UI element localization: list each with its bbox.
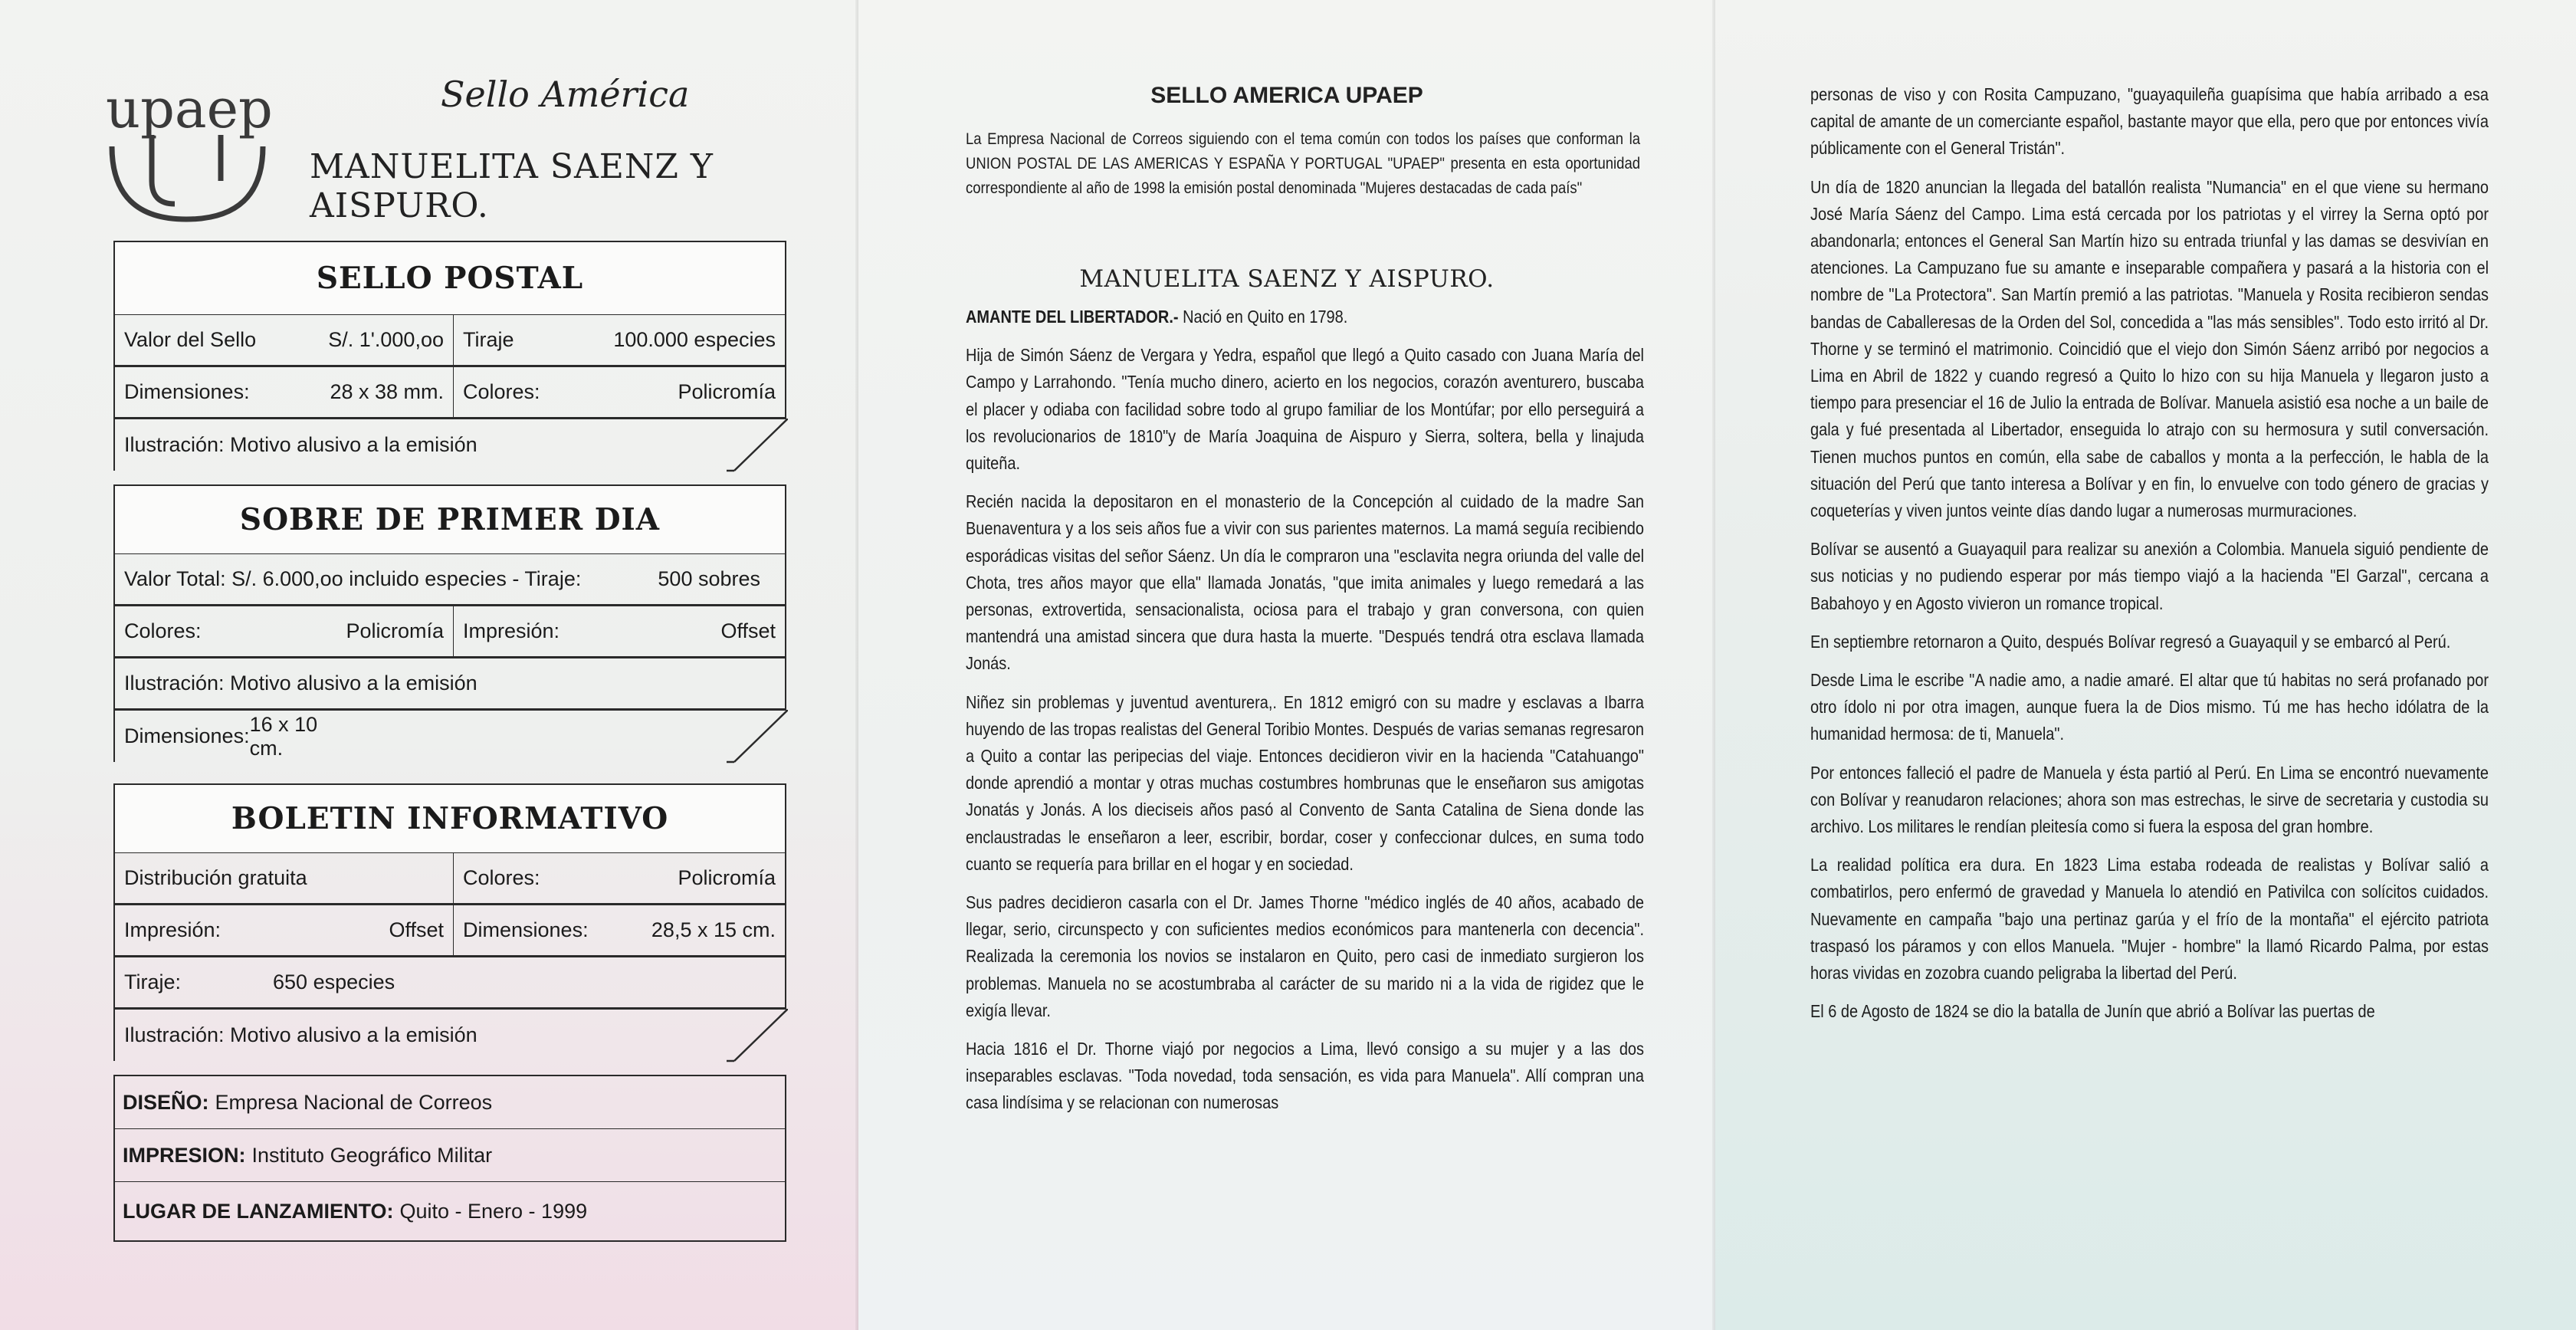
diseno-label: DISEÑO: [123,1090,209,1114]
lugar-label: LUGAR DE LANZAMIENTO: [123,1199,394,1223]
boletin-impresion-label: Impresión: [124,918,222,941]
lugar-value: Quito - Enero - 1999 [399,1199,588,1223]
paragraph: Por entonces falleció el padre de Manuela y ésta partió al Perú. En Lima se encontró nuevamente con Bolívar y reanudaron relaciones; ahora son mas estrechas, le sirve de secretaria y custodia su archivo. Los militares le rendían pleitesía como si fuera la esposa del gran hombre. [1810,762,2489,837]
paragraph: Sus padres decidieron casarla con el Dr. James Thorne "médico inglés de 40 años, acabado de llegar, serio, circunspecto y con suficientes medios económicos para mantenerla con decencia". Realizada la ceremonia los novios se instalaron en Quito, pero casi de inmediato surgieron los problemas. Manuela no se acostumbraba al carácter de su marido ni a la vida de rigidez que le exigía llevar. [966,892,1644,1020]
right-panel-biography [1715,0,2576,1330]
sobre-impresion-value: Offset [720,619,776,642]
credits-box [113,1075,786,1242]
sobre-dimensiones-label: Dimensiones: [124,724,250,747]
sello-valor-row [113,314,786,366]
article-subtitle: MANUELITA SAENZ Y AISPURO. [1079,265,1495,293]
middle-panel-biography [858,0,1715,1330]
logo-wordmark: upaep [106,77,273,140]
boletin-informativo-box [113,783,786,1061]
intro-paragraph [966,127,1640,201]
intro-text: La Empresa Nacional de Correos siguiendo con el tema común con todos los países que conforman la UNION POSTAL DE LAS AMERICAS Y ESPAÑA Y PORTUGAL "UPAEP" presenta en esta oportunidad correspondiente al año de 1998 la emisión postal denominada "Mujeres destacadas de cada país" [966,130,1640,197]
boletin-colores-value: Policromía [678,866,776,889]
paragraph: La realidad política era dura. En 1823 Lima estaba rodeada de realistas y Bolívar salió a combatirlos, pero enfermó de gravedad y Manuela lo atendió en Pativilca con solícitos cuidados. Nuevamente en campaña "bajo una pertinaz garúa y el frío de la montaña" el ejército patriota traspasó los páramos y con ellos Manuela. "Mujer - hombre" la llamó Ricardo Palma, por estas horas vividas en zozobra cuando peligraba la libertad del Perú. [1810,855,2489,984]
boletin-impresion-row [113,905,786,957]
corner-cut [727,1009,788,1062]
sobre-ilustracion-text: Ilustración: Motivo alusivo a la emisión [124,672,477,695]
ilustracion-text: Ilustración: Motivo alusivo a la emisión [124,433,477,456]
sobre-valor-row [113,553,786,606]
paragraph: Un día de 1820 anuncian la llegada del batallón realista "Numancia" en el que viene su hermano José María Sáenz del Campo. Lima está cercada por los patriotas y el virrey la Serna optó por abandonarla; entonces el General San Martín hizo su entrada triunfal y las damas se desvivían en atenciones. La Campuzano fue su amante e inseparable compañera y pasará a la historia con el nombre de "La Protectora". San Martín premió a las patriotas. "Manuela y Rosita recibieron sendas bandas de Caballeresas de la Orden del Sol, concedida a "las más sensibles". Todo esto irritó al Dr. Thorne y se terminó el matrimonio. Coincidió que el viejo don Simón Sáenz arribó por negocios a Lima en Abril de 1822 y cuando regresó a Quito lo hizo con su hija Manuela y llegaron justo a tiempo para presenciar el 16 de Julio la entrada de Bolívar. Manuela asistió esa noche a un baile de gala y fué presentada al Libertador, enseguida lo atrajo con su hermosura y sutil conversación. Tienen muchos puntos en común, ella sabe de caballos y monta a la perfección, le habla de la situación del Perú que tanto interesa a Bolívar y en fin, lo envuelve con todo género de gracias y coqueterías y viven juntos veinte días dando lugar a numerosas murmuraciones. [1810,176,2489,521]
sobre-tiraje-value: 500 sobres [658,567,760,590]
valor-sello-value: S/. 1'.000,oo [328,328,444,351]
sobre-colores-value: Policromía [346,619,444,642]
lugar-row [115,1182,785,1240]
tiraje-value: 100.000 especies [613,328,776,351]
sello-dimensiones-row [113,366,786,419]
boletin-header: BOLETIN INFORMATIVO [113,783,786,852]
paragraph: Recién nacida la depositaron en el monasterio de la Concepción al cuidado de la madre San Buenaventura y a los seis años fue a vivir con sus parientes maternos. La mamá seguía recibiendo esporádicas visitas del señor Sáenz. Un día le compraron una "esclavita negra oriunda del valle del Chota, tres años mayor que ella" llamada Jonatás, "que imita animales y luego remedará a las personas, extrovertida, sensacionalista, ociosa para el trabajo y gran conversona, con quien mantendrá una amistad sincera que dura hasta la muerte. "Después tendrá otra esclava llamada Jonás. [966,491,1644,674]
paragraph: En septiembre retornaron a Quito, después Bolívar regresó a Guayaquil y se embarcó al Perú. [1810,631,2451,652]
biography-column-continued [1810,81,2489,1037]
left-panel-stamp-details [0,0,858,1330]
dimensiones-label: Dimensiones: [124,380,250,403]
paragraph: personas de viso y con Rosita Campuzano, "guayaquileña guapísima que había arribado a esa capital de amante de un comerciante español, bastante mayor que ella, pero que por entonces vivía públicamente con el General Tristán". [1810,84,2489,159]
paragraph: Niñez sin problemas y juventud aventurera,. En 1812 emigró con su madre y esclavas a Ibarra huyendo de las tropas realistas del General Toribio Montes. Después de varias semanas regresaron a Quito a contar las peripecias del viaje. Entonces decidieron vivir en la hacienda "Catahuango" donde aprendió a montar y otras muchas costumbres hombrunas que le enseñaron sus amigotas Jonatás y Jonás. A los dieciseis años pasó al Convento de Santa Catalina de Siena donde las enclaustradas le enseñaron a leer, escribir, bordar, coser y confeccionar dulces, en suma todo cuanto se requería para brillar en el hogar y en sociedad. [966,691,1644,874]
boletin-distribucion-row [113,852,786,905]
impresion-row [115,1129,785,1182]
sello-ilustracion-row [113,419,786,471]
sello-postal-header: SELLO POSTAL [113,241,786,314]
boletin-tiraje-row [113,957,786,1009]
sobre-colores-label: Colores: [124,619,202,642]
boletin-ilustracion-row [113,1009,786,1061]
boletin-dimensiones-value: 28,5 x 15 cm. [651,918,776,941]
upaep-logo-emblem [106,74,274,227]
colores-value: Policromía [678,380,776,403]
impresion-value: Instituto Geográfico Militar [251,1143,493,1167]
sobre-impresion-label: Impresión: [463,619,560,642]
diseno-row [115,1076,785,1129]
boletin-colores-label: Colores: [463,866,540,889]
sobre-colores-row [113,606,786,658]
tiraje-label: Tiraje [463,328,514,351]
sobre-ilustracion-row [113,658,786,710]
sello-america-heading: Sello América [441,74,690,115]
sobre-dimensiones-row [113,710,786,762]
lead-paragraph [966,304,1644,330]
valor-sello-label: Valor del Sello [124,328,257,351]
boletin-dimensiones-label: Dimensiones: [463,918,589,941]
paragraph: El 6 de Agosto de 1824 se dio la batalla de Junín que abrió a Bolívar las puertas de [1810,1001,2375,1022]
article-title: SELLO AMERICA UPAEP [1150,83,1423,108]
corner-cut [727,710,788,764]
corner-cut [727,419,788,472]
colores-label: Colores: [463,380,540,403]
boletin-tiraje-value: 650 especies [273,970,395,993]
paragraph: Hija de Simón Sáenz de Vergara y Yedra, español que llegó a Quito casado con Juana María del Campo y Larrahondo. "Tenía mucho dinero, acierto en los negocios, corazón aventurero, buscaba el placer y odiaba con facilidad sobre todo al grupo familiar de los Montúfar; por ello perseguirá a los revolucionarios de 1810"y de María Joaquina de Aispuro y Sierra, soltera, bella y linajuda quiteña. [966,345,1644,474]
paragraph: Bolívar se ausentó a Guayaquil para realizar su anexión a Colombia. Manuela siguió pendiente de sus noticias y no pudiendo esperar por más tiempo viajó a la hacienda "El Garzal", cercana a Babahoyo y en Agosto vivieron un romance tropical. [1810,539,2489,613]
sobre-dimensiones-value: 16 x 10 cm. [249,712,318,760]
sobre-header: SOBRE DE PRIMER DIA [113,484,786,553]
sello-postal-box [113,241,786,471]
boletin-tiraje-label: Tiraje: [124,970,182,993]
impresion-label: IMPRESION: [123,1143,246,1167]
valor-total-label: Valor Total: S/. 6.000,oo incluido especies - Tiraje: [124,567,582,590]
lead-label: AMANTE DEL LIBERTADOR.- [966,307,1179,327]
sobre-primer-dia-box [113,484,786,762]
distribucion-text: Distribución gratuita [124,866,307,889]
biography-column [966,304,1644,1128]
diseno-value: Empresa Nacional de Correos [215,1090,493,1114]
paragraph: Desde Lima le escribe "A nadie amo, a nadie amaré. El altar que tú habitas no será profanado por otro ídolo ni por otra imagen, aunque fuera la de Dios mismo. Tú me has hecho idólatra de la humanidad hermosa: de ti, Manuela". [1810,670,2489,744]
boletin-impresion-value: Offset [389,918,444,941]
stamp-title: MANUELITA SAENZ Y AISPURO. [310,147,714,225]
boletin-ilustracion-text: Ilustración: Motivo alusivo a la emisión [124,1023,477,1046]
lead-text: Nació en Quito en 1798. [1178,307,1348,327]
dimensiones-value: 28 x 38 mm. [330,380,444,403]
paragraph: Hacia 1816 el Dr. Thorne viajó por negocios a Lima, llevó consigo a su mujer y a las dos inseparables esclavas. "Toda novedad, toda sensación, es vida para Manuela". Allí compran una casa lindísima y se relacionan con numerosas [966,1039,1644,1113]
upaep-logo [106,74,274,227]
